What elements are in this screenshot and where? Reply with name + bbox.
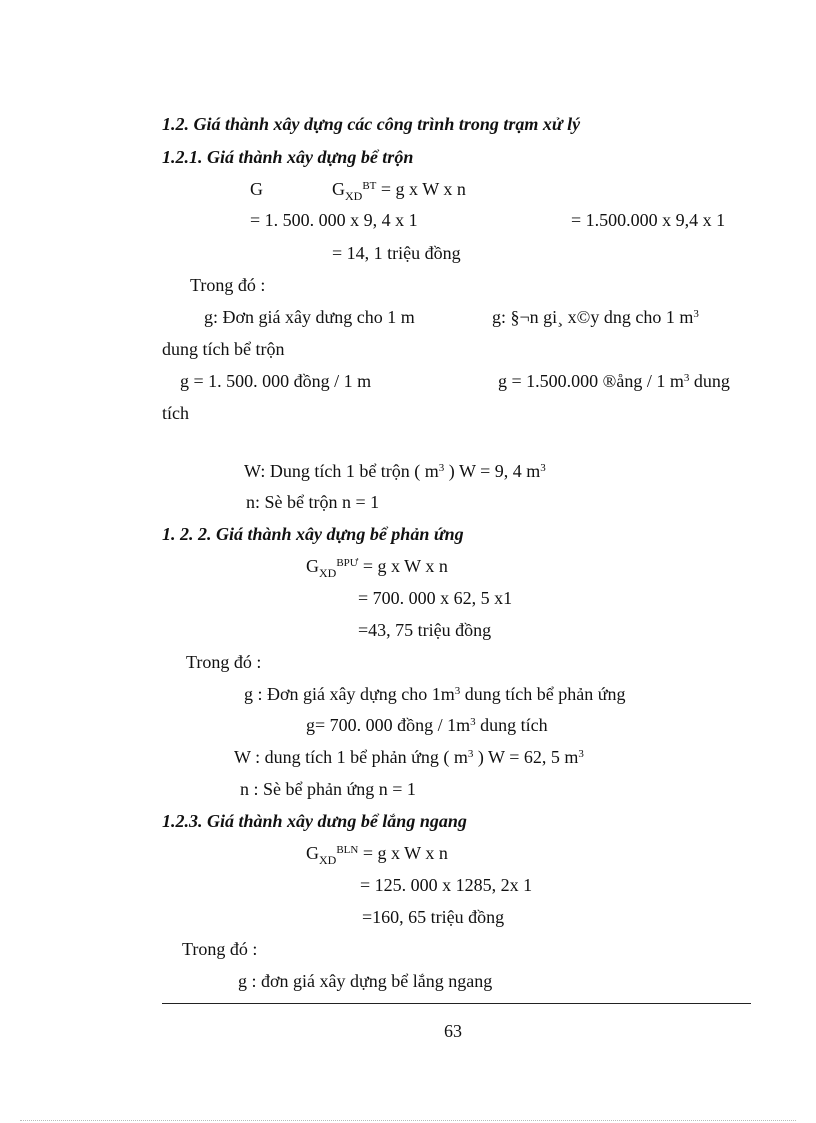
result-settling: =160, 65 triệu đồng [362,907,505,927]
footer-divider [162,1003,751,1004]
page-number: 63 [444,1021,462,1041]
reaction-w-def: W : dung tích 1 bể phản ứng ( $m^3$ ) W = 62, 5 $m^3$ [234,747,584,767]
calc-mixer-left: = 1. 500. 000 x 9, 4 x 1 [250,210,418,230]
calc-mixer-right: = 1.500.000 x 9,4 x 1 [571,210,726,230]
settling-g-def: g : đơn giá xây dựng bể lắng ngang [238,971,493,991]
calc-settling: = 125. 000 x 1285, 2x 1 [360,875,533,895]
formula-letter-g: G [250,179,263,199]
mixer-g-val-left: g = 1. 500. 000 đồng / 1 m [180,371,372,391]
mixer-g-val-cont: tích [162,403,189,423]
where-label-settling: Trong đó : [182,939,258,959]
mixer-g-def-right: g: §¬n gi¸ x©y dng cho 1 $m^3$ [492,307,699,327]
where-label: Trong đó : [190,275,266,295]
mixer-w-def: W: Dung tích 1 bể trộn ( $m^3$ ) W = 9, 4 $m^3$ [244,461,546,481]
reaction-g-def: g : Đơn giá xây dựng cho $1m^3$ dung tích bể phản ứng [244,684,626,704]
reaction-g-val: g= 700. 000 đồng / $1m^3$ dung tích [306,715,548,735]
formula-mixer: $G_{XD}^{BT} = g$ x W x n [332,179,466,203]
formula-reaction: $G_{XD}^{BPƯ} = g$ x W x n [306,556,448,580]
mixer-g-val-right: g = 1.500.000 ®ång / 1 $m^3$ dung [498,371,730,391]
section-heading-1-2-3: 1.2.3. Giá thành xây dưng bể lắng ngang [162,811,467,831]
mixer-g-def-cont: dung tích bể trộn [162,339,285,359]
result-reaction: =43, 75 triệu đồng [358,620,492,640]
mixer-n-def: n: Sè bể trộn n = 1 [246,492,380,512]
section-heading-1-2-1: 1.2.1. Giá thành xây dựng bể trộn [162,147,414,167]
formula-settling: $G_{XD}^{BLN} = g$ x W x n [306,843,448,867]
result-mixer: = 14, 1 triệu đồng [332,243,461,263]
mixer-g-def-left: g: Đơn giá xây dưng cho 1 m [204,307,415,327]
reaction-n-def: n : Sè bể phản ứng n = 1 [240,779,416,799]
bottom-dotted-line [20,1120,796,1121]
calc-reaction: = 700. 000 x 62, 5 x1 [358,588,513,608]
where-label-reaction: Trong đó : [186,652,262,672]
section-heading-1-2: 1.2. Giá thành xây dựng các công trình trong trạm xử lý [162,114,581,134]
section-heading-1-2-2: 1. 2. 2. Giá thành xây dựng bể phản ứng [162,524,464,544]
